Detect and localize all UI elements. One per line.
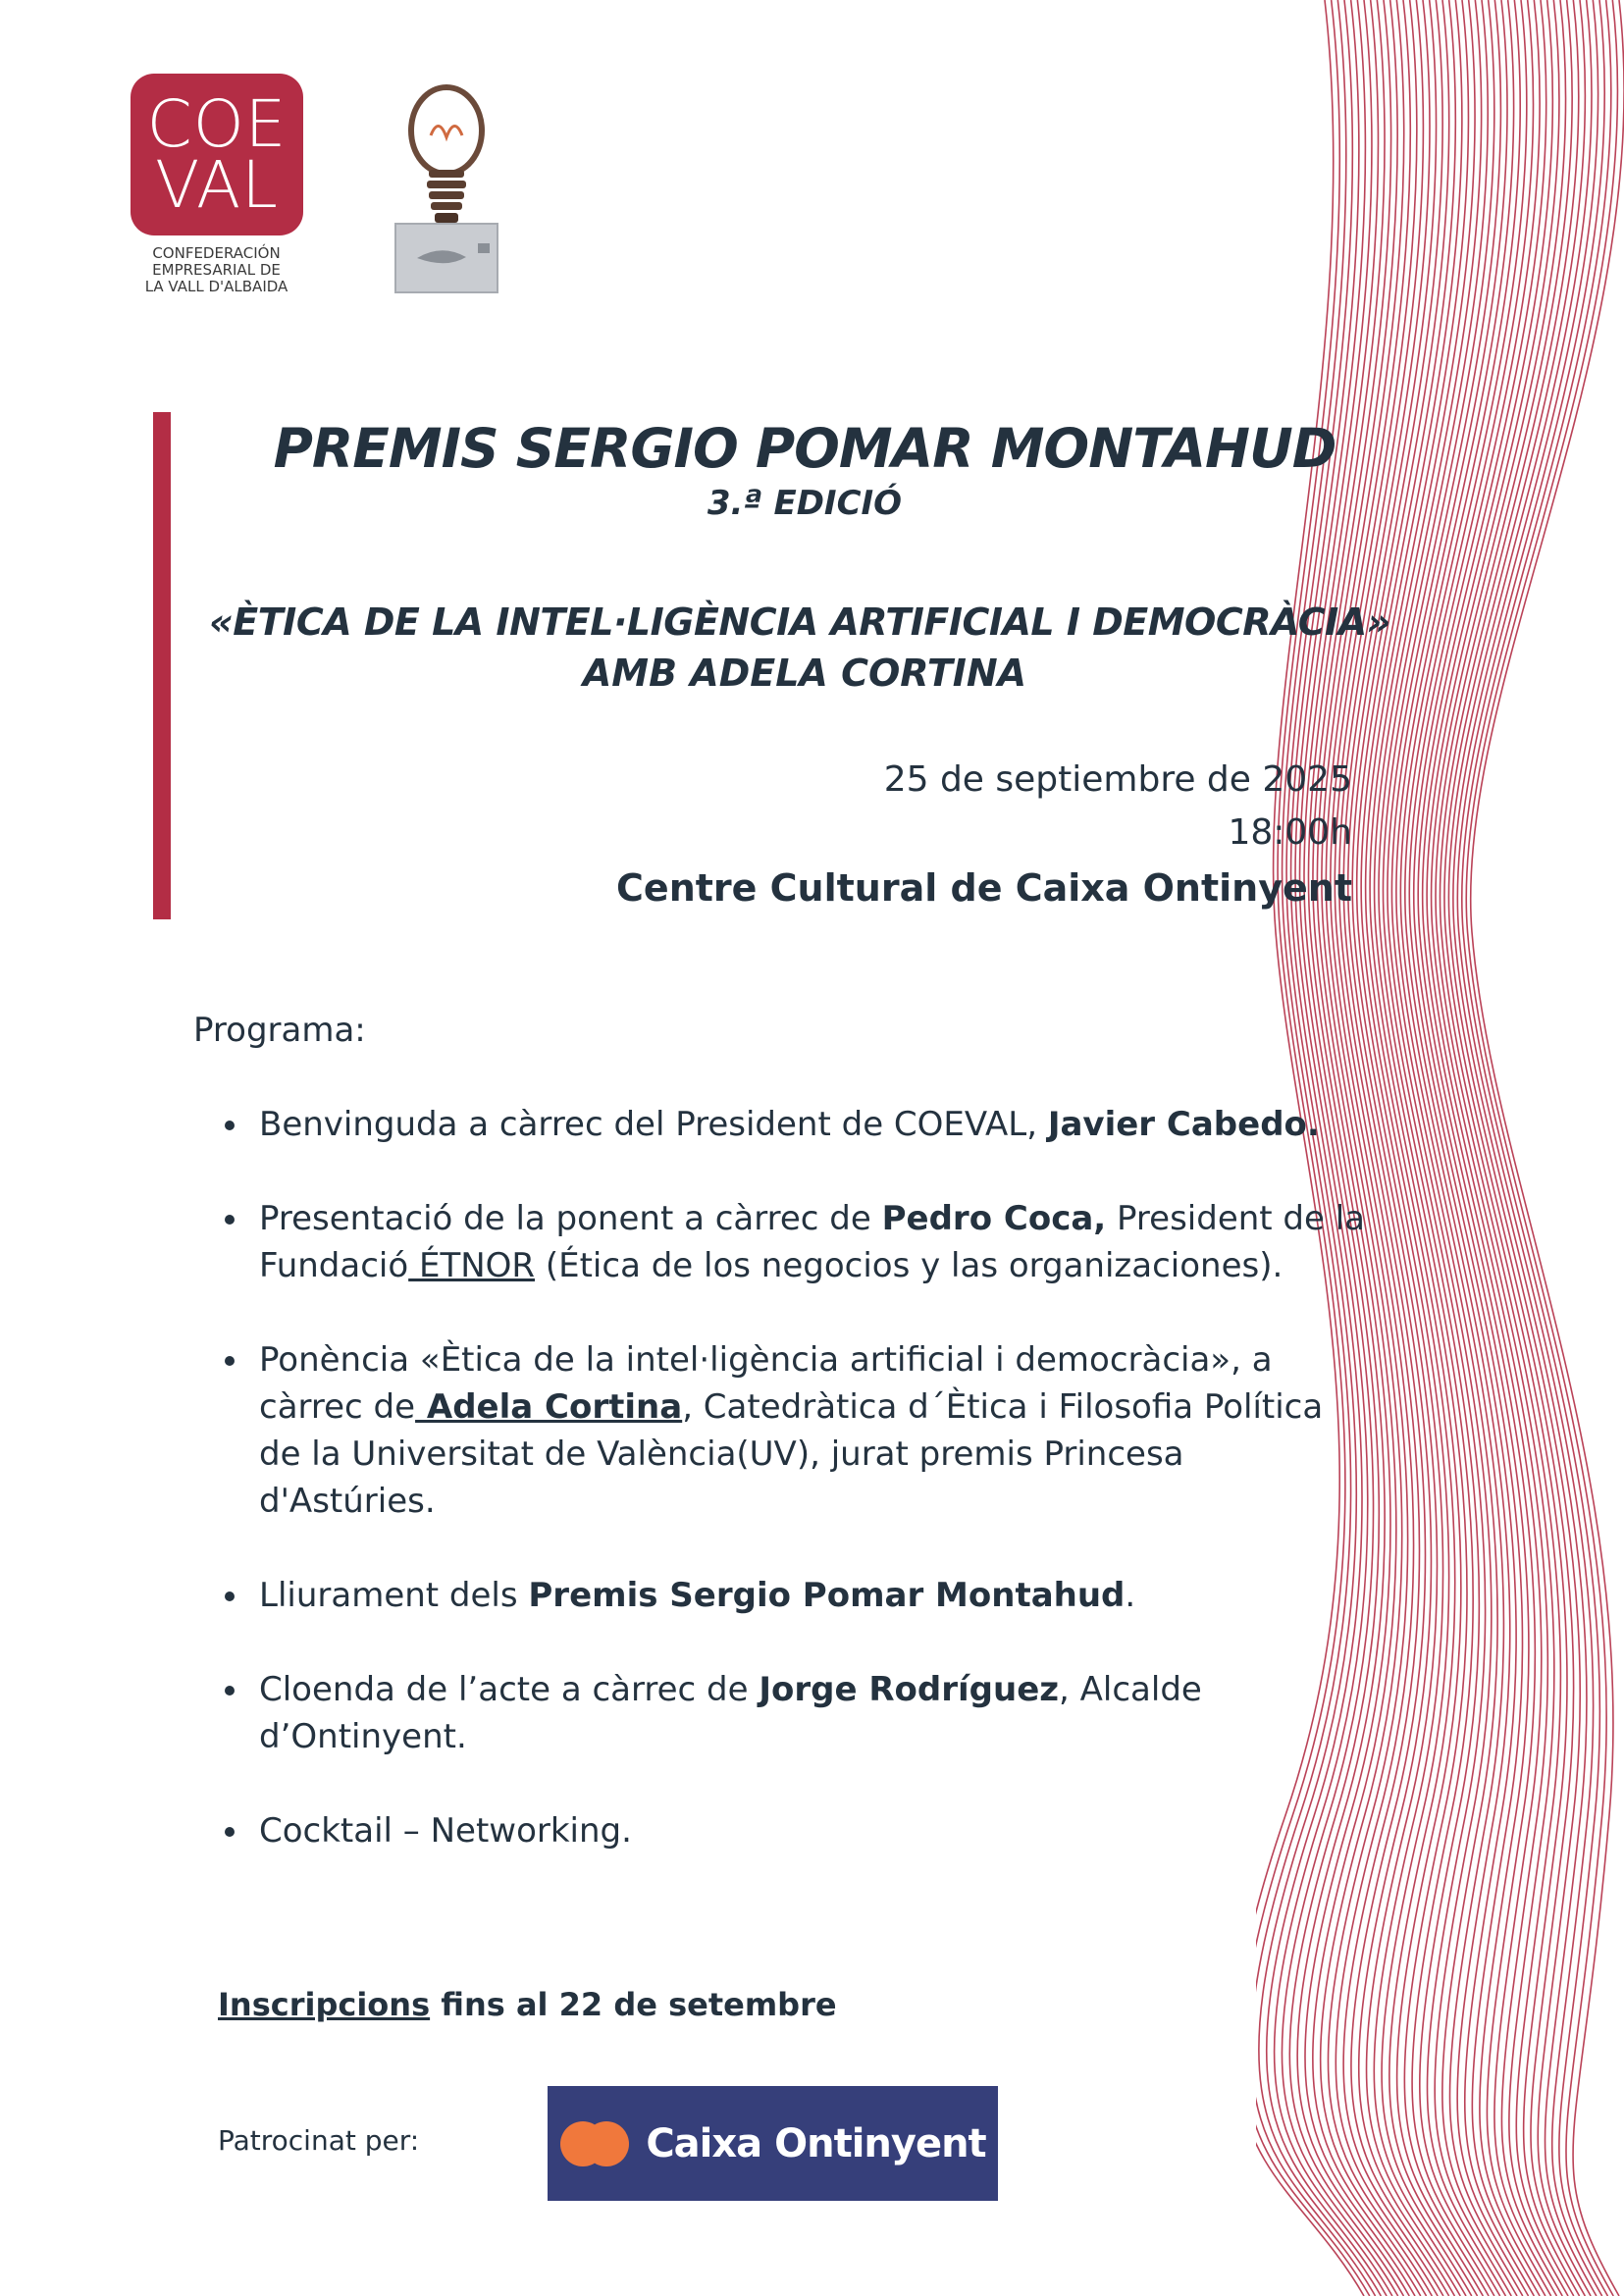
event-time: 18:00h [1228,812,1352,853]
lightbulb-trophy-icon [388,77,505,297]
program-label: Programa: [193,1011,366,1050]
coeval-logo-subtitle: CONFEDERACIÓN EMPRESARIAL DE LA VALL D'ALBAIDA [144,244,288,295]
coeval-logo-line1: COE [146,85,288,162]
talk-title: «ÈTICA DE LA INTEL·LIGÈNCIA ARTIFICIAL I DEMOCRÀCIA» [209,600,1390,644]
program-item: • Cloenda de l’acte a càrrec de Jorge Rodríguez, Alcalde d’Ontinyent. [251,1666,1370,1760]
program-item: • Lliurament dels Premis Sergio Pomar Montahud. [251,1572,1370,1619]
caixa-ontinyent-mark-icon [559,2120,632,2167]
program-item: • Ponència «Ètica de la intel·ligència artificial i democràcia», a càrrec de Adela Cortina, Catedràtica d´Ètica i Filosofia Política de la Universitat de València(UV), jurat premis Princesa d'Astúries. [251,1336,1370,1525]
program-list [206,1101,1370,1902]
program-item: • Presentació de la ponent a càrrec de Pedro Coca, President de la Fundació ÉTNOR (Ética de los negocios y las organizaciones). [251,1195,1370,1289]
coeval-logo-line2: VAL [155,146,279,223]
sponsor-name: Caixa Ontinyent [646,2120,986,2166]
event-title: PREMIS SERGIO POMAR MONTAHUD [273,417,1336,480]
accent-bar [153,412,171,919]
program-item: • Benvinguda a càrrec del President de COEVAL, Javier Cabedo. [251,1101,1370,1148]
coeval-logo [131,74,303,235]
etnor-link[interactable]: ÉTNOR [408,1246,536,1285]
sponsor-logo [548,2086,998,2201]
registration-deadline: Inscripcions fins al 22 de setembre [218,1986,837,2023]
event-venue: Centre Cultural de Caixa Ontinyent [616,866,1352,910]
event-date: 25 de septiembre de 2025 [883,759,1352,800]
sponsor-label: Patrocinat per: [218,2124,420,2157]
talk-speaker: AMB ADELA CORTINA [582,652,1027,695]
event-edition: 3.ª EDICIÓ [707,484,903,523]
registration-link[interactable]: Inscripcions [218,1986,431,2023]
program-item: • Cocktail – Networking. [251,1807,1370,1854]
adela-cortina-link[interactable]: Adela Cortina [415,1387,683,1427]
